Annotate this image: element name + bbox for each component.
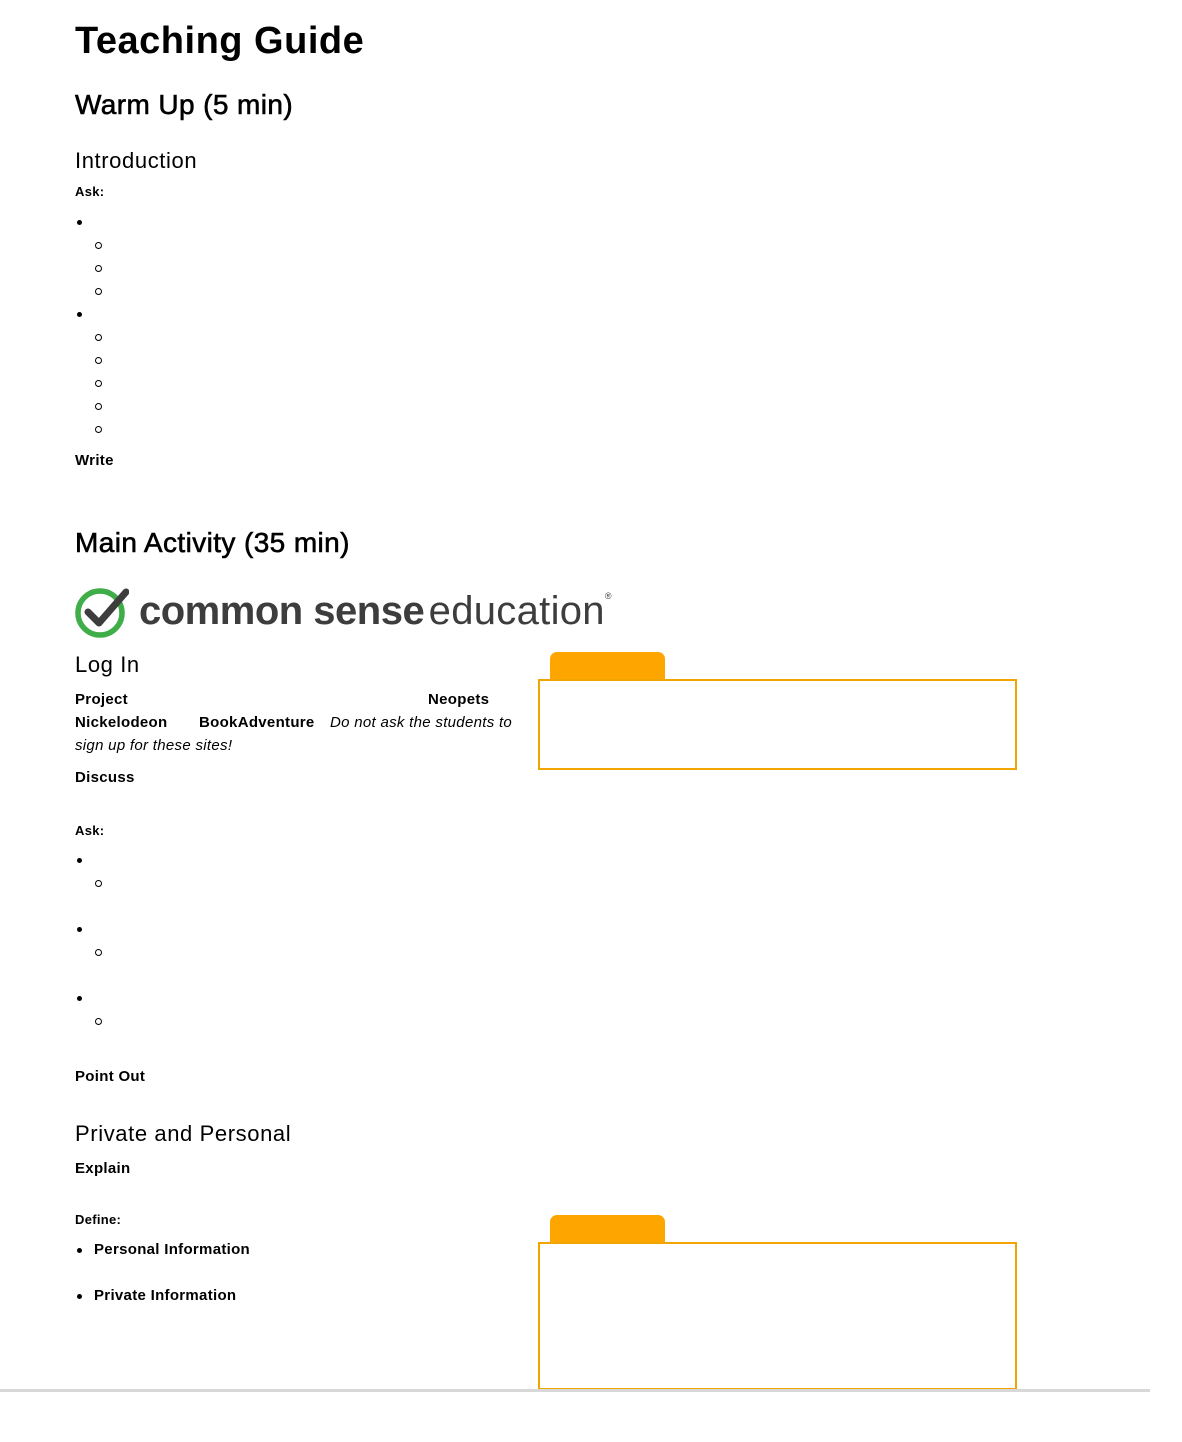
common-sense-education-logo: [75, 587, 612, 639]
term-private-information: Private Information: [94, 1287, 237, 1304]
point-out-label: Point Out: [75, 1068, 146, 1085]
callout-box-private: [538, 1242, 1017, 1390]
private-personal-heading: Private and Personal: [75, 1121, 292, 1146]
introduction-heading: Introduction: [75, 148, 198, 173]
bullet-circle: [95, 949, 102, 956]
bullet-circle: [95, 1018, 102, 1025]
logo-registered-mark: ®: [604, 591, 612, 601]
bullet-disc: [77, 996, 82, 1001]
project-label: Project: [75, 691, 128, 708]
bullet-disc: [77, 927, 82, 932]
callout-box-login: [538, 679, 1017, 770]
logo-brand-bold: common sense: [139, 589, 425, 633]
ask-label-main: Ask:: [75, 823, 105, 838]
page-title: Teaching Guide: [75, 20, 365, 62]
login-heading: Log In: [75, 652, 140, 677]
bookadventure-label: BookAdventure: [199, 714, 315, 731]
bullet-circle: [95, 265, 102, 272]
nickelodeon-label: Nickelodeon: [75, 714, 168, 731]
bullet-disc: [77, 220, 82, 225]
discuss-label: Discuss: [75, 769, 135, 786]
bullet-circle: [95, 242, 102, 249]
bullet-circle: [95, 380, 102, 387]
callout-tab-login: [550, 652, 665, 682]
main-activity-heading: Main Activity (35 min): [75, 527, 350, 558]
callout-tab-private: [550, 1215, 665, 1245]
signup-warning: [75, 711, 520, 757]
bullet-circle: [95, 357, 102, 364]
warmup-heading: Warm Up (5 min): [75, 89, 294, 120]
bullet-disc: [77, 1294, 82, 1299]
explain-label: Explain: [75, 1160, 131, 1177]
bullet-disc: [77, 312, 82, 317]
bullet-circle: [95, 403, 102, 410]
write-label: Write: [75, 452, 114, 469]
bullet-disc: [77, 1248, 82, 1253]
bullet-circle: [95, 334, 102, 341]
ask-label: Ask:: [75, 184, 105, 199]
neopets-label: Neopets: [428, 691, 490, 708]
page-divider: [0, 1389, 1150, 1392]
bullet-circle: [95, 288, 102, 295]
define-label: Define:: [75, 1212, 122, 1227]
term-personal-information: Personal Information: [94, 1241, 251, 1258]
bullet-disc: [77, 858, 82, 863]
bullet-circle: [95, 880, 102, 887]
bullet-circle: [95, 426, 102, 433]
logo-brand-light: education: [428, 589, 605, 633]
signup-warning-text: Do not ask the students to sign up for these sites!: [75, 714, 513, 754]
check-circle-icon: [75, 587, 129, 639]
